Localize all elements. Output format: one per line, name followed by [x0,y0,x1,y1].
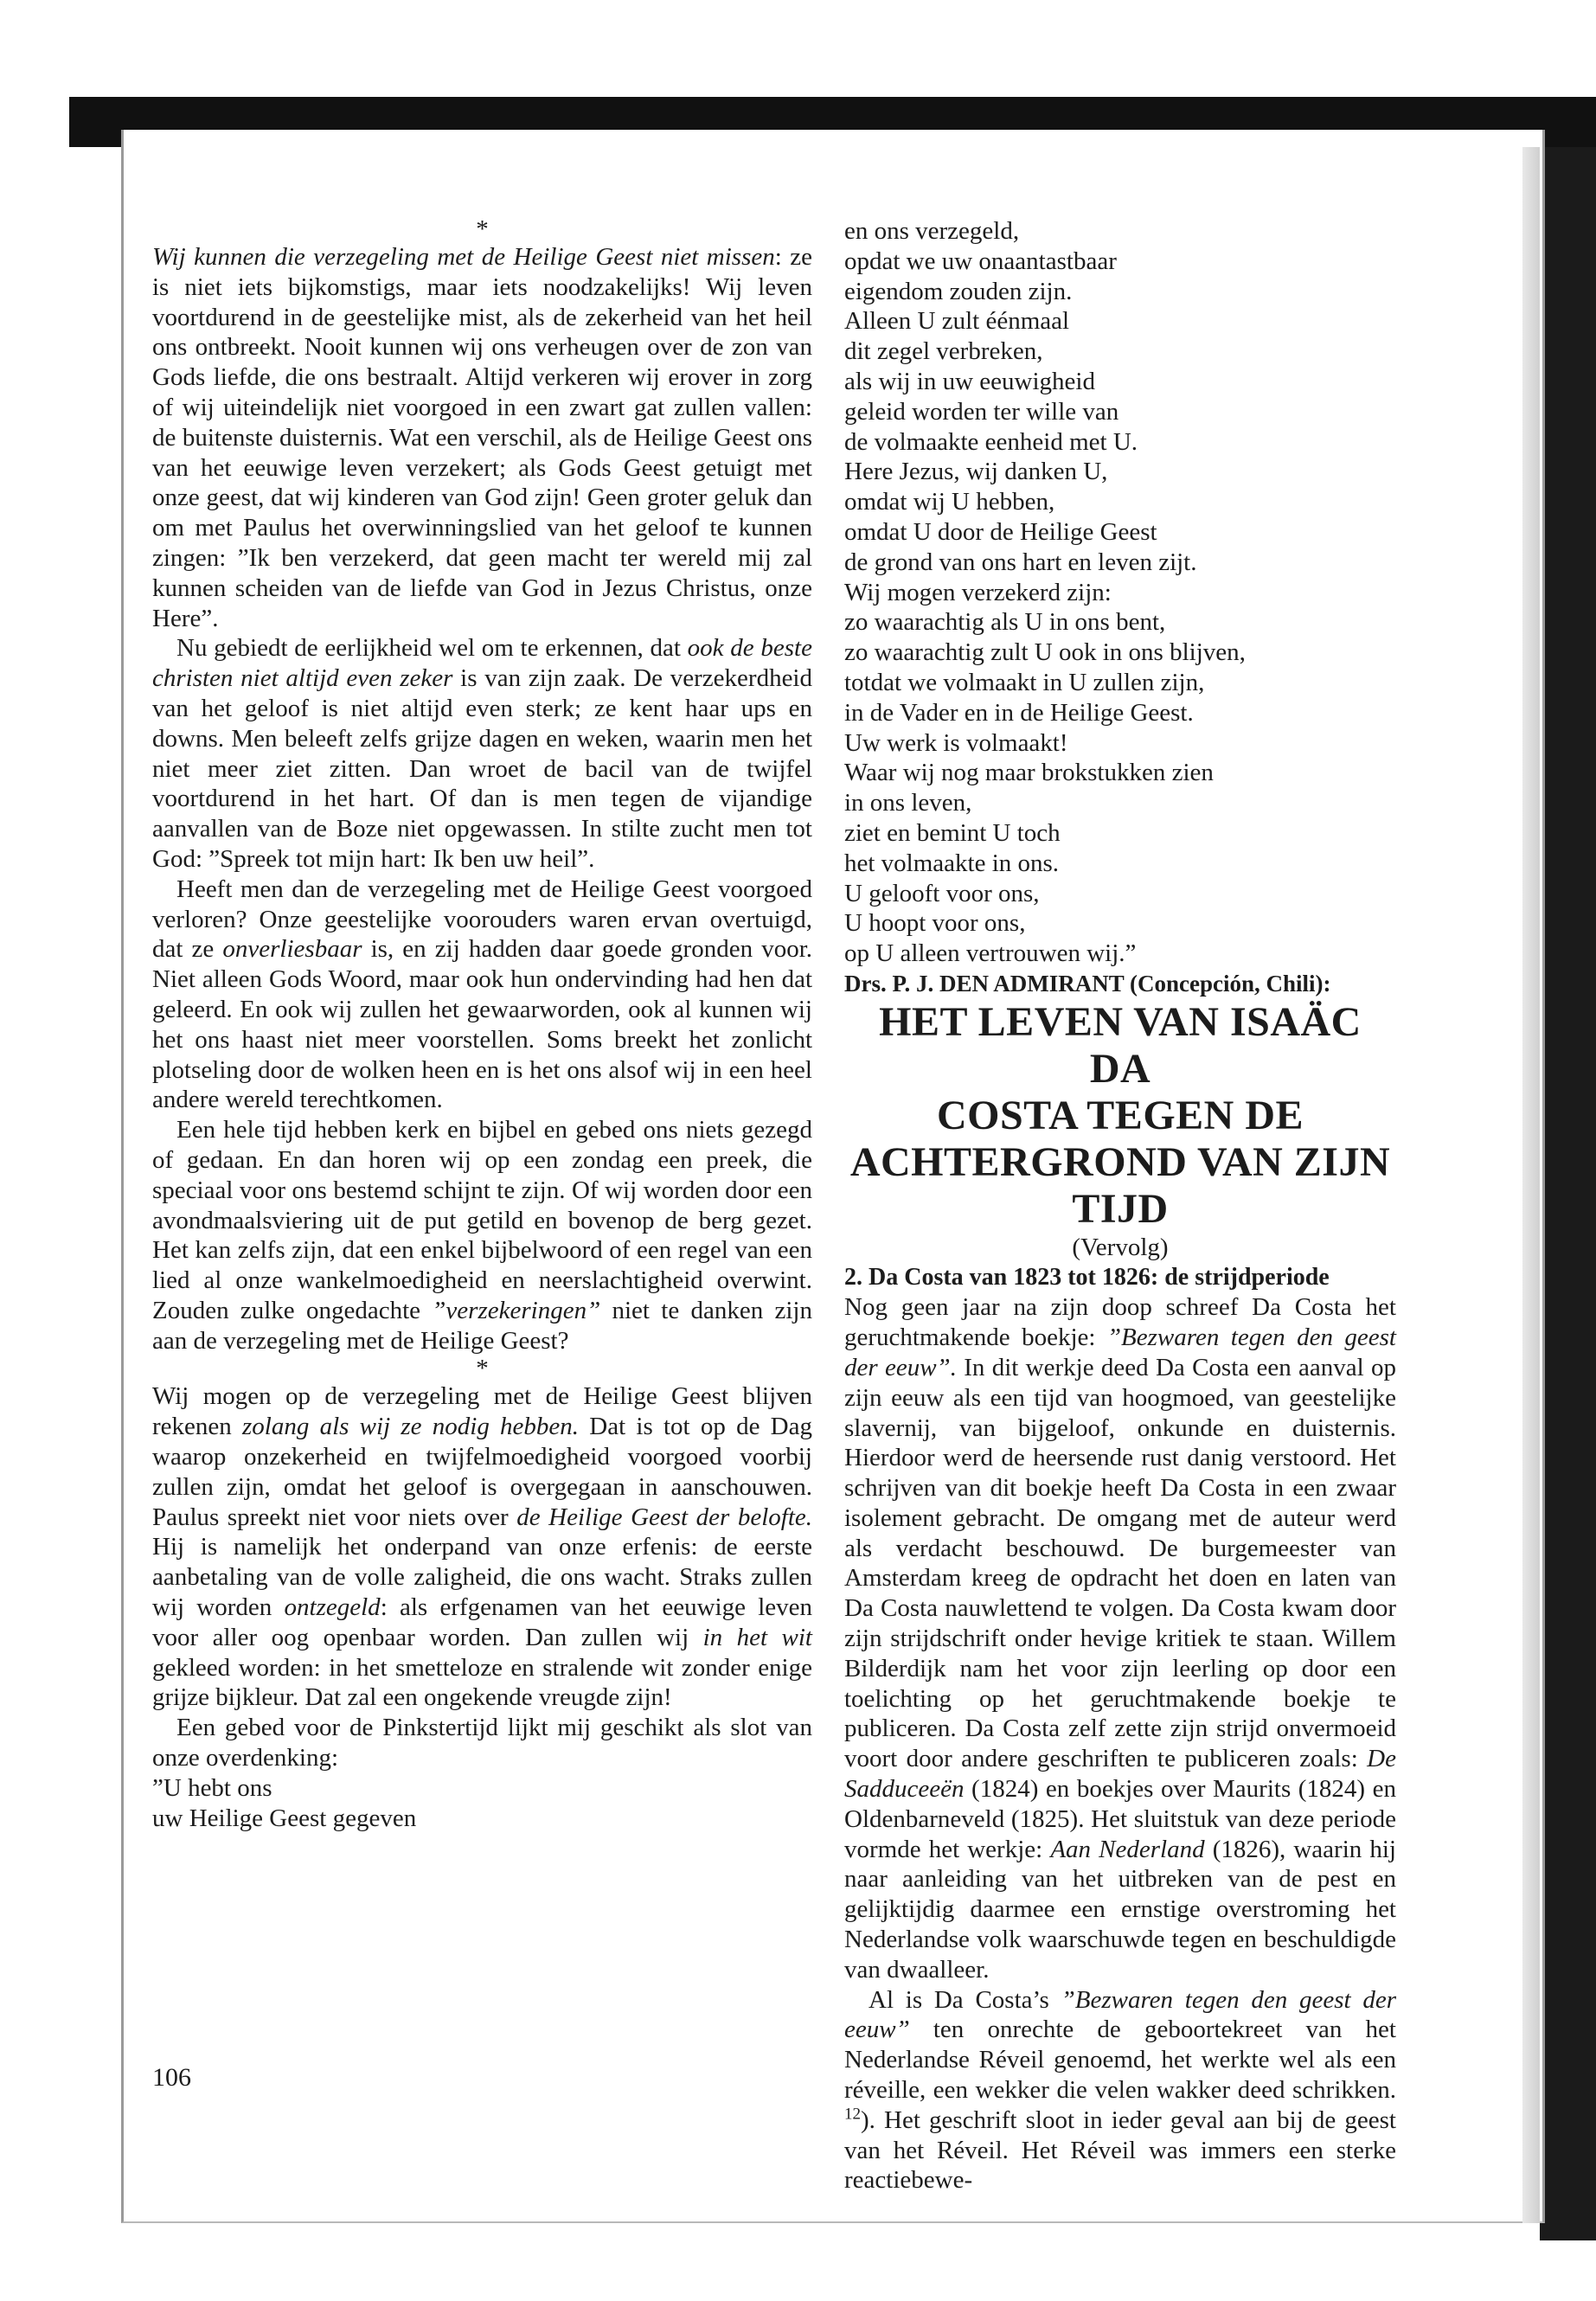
poem-line: U gelooft voor ons, [844,879,1040,907]
paragraph-5 [152,1381,812,1713]
text: (1826), waarin hij naar aanleiding van het uitbreken van de pest en gelijktijdig daarmee een ernstige overstroming het Nederlandse volk waarschuwde tegen en beschuldigde van dwaalleer. [844,1835,1396,1984]
text: Al is Da Costa’s [869,1985,1061,2014]
text: Nog geen jaar na zijn doop schreef Da Costa het geruchtmakende boekje: [844,1293,1396,1352]
paragraph-1 [152,242,812,633]
paragraph-6: Een gebed voor de Pinkstertijd lijkt mij geschikt als slot van onze overdenking: [152,1714,812,1772]
text: In dit werkje deed Da Costa een aanval op zijn eeuw als een tijd van hoogmoed, van geestelijke slavernij, van bijgeloof, onkunde en duisternis. Hierdoor werd de heersende rust danig verstoord. Het schrijven van dit boekje heeft Da Costa in een zwaar isolement gebracht. De omgang met de auteur werd als verdacht beschouwd. De burgemeester van Amsterdam kreeg de opdracht het doen en laten van Da Costa nauwlettend te volgen. Da Costa kwam door zijn strijdschrift onder hevige kritiek te staan. Willem Bilderdijk nam het voor zijn leerling op door een toelichting op het geruchtmakende boekje te publiceren. Da Costa zelf zette zijn strijd onvermoeid voort door andere geschriften te publiceren zoals: [844,1353,1397,1773]
emphasis: ook de beste christen niet altijd even zeker [152,634,812,693]
text: ten onrechte de geboortekreet van het Nederlandse Réveil genoemd, het werkte wel als een réveille, een wekker die velen wakker deed schrikken. [844,2016,1396,2105]
emphasis: onverliesbaar [222,935,362,964]
poem-line: de grond van ons hart en leven zijt. [844,548,1197,576]
poem-line: U hoopt voor ons, [844,909,1026,938]
emphasis: ”Bezwaren tegen den geest der eeuw” [844,1985,1396,2044]
poem-line: en ons verzegeld, [844,217,1020,245]
poem-line: uw Heilige Geest gegeven [152,1804,417,1832]
scan-right-border [1540,147,1596,2240]
title-line: HET LEVEN VAN ISAÄC DA [879,998,1362,1092]
emphasis: ”verzekeringen” [432,1296,601,1324]
text: is, en zij hadden daar goede gronden voor. Niet alleen Gods Woord, maar ook hun ondervinding had hen dat geleerd. En ook wij zullen het gewaarworden, ook al kunnen wij het ons haast niet meer voorstellen. Soms breekt het zonlicht plotseling door de wolken heen en is het ons alsof wij in een heel andere wereld terechtkomen. [152,935,812,1114]
article-subtitle: (Vervolg) [1072,1233,1169,1261]
poem-line: op U alleen vertrouwen wij.” [844,939,1137,968]
text: Heeft men dan de verzegeling met de Heilige Geest voorgoed verloren? Onze geestelijke voorouders waren ervan overtuigd, dat ze [152,875,812,964]
poem-line: Uw werk is volmaakt! [844,728,1068,757]
poem-line: omdat wij U hebben, [844,488,1055,516]
prayer-poem-start [152,1773,812,1834]
paragraph-3 [152,875,812,1115]
text: is van zijn zaak. De verzekerdheid van het geloof is niet altijd even sterk; ze kent haar ups en downs. Men beleeft zelfs grijze dagen en weken, waarin men het niet meer ziet zitten. Dan wroet de bacil van de twijfel voortdurend in het hart. Of dan is men tegen de vijandige aanvallen van de Boze niet opgewassen. In stilte zucht men tot God: ”Spreek tot mijn hart: Ik ben uw heil”. [152,664,812,873]
left-column [152,216,812,1833]
section-separator: * [476,215,489,243]
poem-line: als wij in uw eeuwigheid [844,367,1095,395]
article-paragraph-1 [844,1292,1396,1984]
section-separator: * [476,1355,489,1383]
article-paragraph-2 [844,1985,1396,2196]
poem-line: eigendom zouden zijn. [844,277,1073,305]
poem-line: Waar wij nog maar brokstukken zien [844,759,1214,787]
text: : ze is niet iets bijkomstigs, maar iets noodzakelijks! Wij leven voortdurend in de geestelijke mist, als de zekerheid van het heil ons ontbreekt. Nooit kunnen wij ons verheugen over de zon van Gods liefde, die ons bestraalt. Altijd verkeren wij erover in zorg of wij uiteindelijk niet voorgoed in een zwart gat zullen vallen: de buitenste duisternis. Wat een verschil, als de Heilige Geest ons van het eeuwige leven verzekert; als Gods Geest getuigt met onze geest, dat wij kinderen van God zijn! Geen groter geluk dan om met Paulus het overwinningslied van het geloof te kunnen zingen: ”Ik ben verzekerd, dat geen macht ter wereld mij zal kunnen scheiden van de liefde van God in Jezus Christus, onze Here”. [152,243,812,632]
emphasis: ontzegeld [284,1593,381,1622]
page-number: 106 [152,2063,191,2092]
article-title [844,999,1396,1233]
poem-line: dit zegel verbreken, [844,337,1043,366]
poem-line: ”U hebt ons [152,1773,272,1802]
text: niet te danken zijn aan de verzegeling met de Heilige Geest? [152,1296,812,1355]
text: Nu gebiedt de eerlijkheid wel om te erkennen, dat [176,634,688,663]
emphasis: in het wit [702,1623,812,1651]
poem-line: in de Vader en in de Heilige Geest. [844,698,1194,727]
text: Dat is tot op de Dag waarop onzekerheid en twijfelmoedigheid voorgoed voorbij zullen zijn, omdat het geloof is overgegaan in aanschouwen. Paulus spreekt niet voor niets over [152,1413,812,1531]
poem-line: Wij mogen verzekerd zijn: [844,578,1112,606]
text: : als erfgenamen van het eeuwige leven voor aller oog openbaar worden. Dan zullen wij [152,1593,812,1651]
section-heading: 2. Da Costa van 1823 tot 1826: de strijdperiode [844,1263,1330,1291]
title-line: ACHTERGROND VAN ZIJN TIJD [849,1138,1391,1232]
text: Een hele tijd hebben kerk en bijbel en gebed ons niets gezegd of gedaan. En dan horen wij op een zondag een preek, die speciaal voor ons bestemd schijnt te zijn. Of wij worden door een avondmaalsviering uit de put getild en bovenop de berg gezet. Het kan zelfs zijn, dat een enkel bijbelwoord of een regel van een lied al onze wankelmoedigheid en neerslachtigheid overwint. Zouden zulke ongedachte [152,1116,812,1324]
poem-line: zo waarachtig als U in ons bent, [844,608,1166,637]
poem-line: het volmaakte in ons. [844,849,1060,877]
poem-line: de volmaakte eenheid met U. [844,427,1138,456]
poem-line: ziet en bemint U toch [844,818,1061,847]
article-author: Drs. P. J. DEN ADMIRANT (Concepción, Chili): [844,970,1331,997]
title-line: COSTA TEGEN DE [936,1092,1304,1138]
emphasis: Aan Nederland [1050,1835,1205,1863]
emphasis: Wij kunnen die verzegeling met de Heilige Geest niet missen [152,243,775,271]
poem-line: Alleen U zult éénmaal [844,307,1070,336]
poem-line: geleid worden ter wille van [844,397,1119,426]
poem-line: in ons leven, [844,789,972,817]
emphasis: zolang als wij ze nodig hebben. [242,1413,580,1441]
poem-line: totdat we volmaakt in U zullen zijn, [844,668,1205,696]
text: Hij is namelijk het onderpand van onze erfenis: de eerste aanbetaling van de volle zaligheid, die ons wacht. Straks zullen wij worden [152,1533,812,1622]
emphasis: de Heilige Geest der belofte. [516,1503,812,1531]
paragraph-4 [152,1115,812,1356]
emphasis: De Sadduceeën [844,1745,1396,1804]
text: gekleed worden: in het smetteloze en stralende wit zonder enige grijze bijkleur. Dat zal een ongekende vreugde zijn! [152,1653,812,1712]
text: ). Het geschrift sloot in ieder geval aan bij de geest van het Réveil. Het Réveil was immers een sterke reactiebewe- [844,2106,1396,2195]
poem-line: Here Jezus, wij danken U, [844,458,1108,486]
paragraph-2 [152,633,812,874]
page-edge-shadow [1522,147,1540,2223]
footnote-ref: 12 [844,2105,861,2124]
text: (1824) en boekjes over Maurits (1824) en Oldenbarneveld (1825). Het sluitstuk van deze periode vormde het werkje: [844,1775,1396,1863]
text: Wij mogen op de verzegeling met de Heilige Geest blijven rekenen [152,1382,812,1441]
emphasis: ”Bezwaren tegen den geest der eeuw”. [844,1324,1396,1381]
poem-line: opdat we uw onaantastbaar [844,247,1117,275]
right-column [844,216,1396,2195]
poem-line: omdat U door de Heilige Geest [844,517,1157,546]
prayer-poem-continued [844,216,1396,969]
poem-line: zo waarachtig zult U ook in ons blijven, [844,638,1246,667]
